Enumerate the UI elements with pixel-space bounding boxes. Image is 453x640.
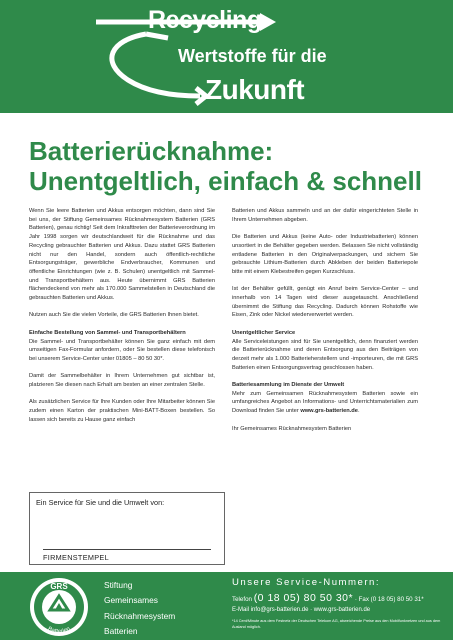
org-line: Gemeinsames — [104, 595, 158, 606]
paragraph: Batterien und Akkus sammeln und an der dafür eingerichteten Stelle in Ihrem Unternehmen abgeben. — [232, 208, 418, 223]
phone-number[interactable]: (0 18 05) 80 50 30* — [253, 592, 354, 604]
section-heading: Unentgeltlicher Service — [232, 329, 296, 336]
section — [232, 329, 418, 373]
section: Batteriesammlung im Dienste der Umwelt Mehr zum Gemeinsamen Rücknahmesystem Batterien sowie ein umfangreiches Angebot an Informations- und Unterrichtsmaterialien zum Download finden Sie unter www.grs-batterien.de. — [232, 382, 418, 415]
organization-name — [104, 578, 175, 639]
paragraph: Als zusätzlichen Service für Ihre Kunden oder Ihre Mitarbeiter können Sie zudem einen Karton der praktischen Mini-BATT-Boxen bestellen. So lassen sich bereits zu Hause ganz einfach — [29, 399, 215, 423]
section-heading: Einfache Bestellung von Sammel- und Transportbehältern — [29, 329, 186, 336]
company-stamp-box — [29, 492, 225, 565]
org-line: Batterien — [104, 625, 138, 636]
phone-line — [232, 592, 424, 604]
banner-line-3: Zukunft — [205, 74, 305, 105]
stamp-box-title: Ein Service für Sie und die Umwelt von: — [36, 498, 165, 507]
paragraph: Ist der Behälter gefüllt, genügt ein Anruf beim Service-Center – und innerhalb von 14 Tagen wird dieser ausgetauscht. Anschließend übernimmt die Stiftung das Recycling. Dadurch können Rohstoffe wie Eisen, Zink oder Nickel wiederverwertet werden. — [232, 286, 418, 319]
section-heading: Batteriesammlung im Dienste der Umwelt — [232, 382, 345, 388]
paragraph: Nutzen auch Sie die vielen Vorteile, die GRS Batterien Ihnen bietet. — [29, 312, 199, 319]
footnote: *14 Cent/Minute aus dem Festnetz der Deutschen Telekom AG, abweichende Preise aus den Mobilfunknetzen und aus dem Ausland möglich. — [232, 619, 441, 629]
paragraph: Mehr zum Gemeinsamen Rücknahmesystem Batterien sowie ein umfangreiches Angebot an Informations- und Unterrichtsmaterialien zum Download finden Sie unter — [232, 390, 418, 415]
paragraph: Die Batterien und Akkus (keine Auto- oder Industriebatterien) können unsortiert in die Behälter gegeben werden. Belassen Sie nicht vollständig entladene Batterien in den Originalverpackungen, und sichern Sie gebrauchte Lithium-Batterien durch Abkleben der beiden Batteriepole bitte mit einem Klebestreifen gegen Kurzschluss. — [232, 234, 418, 275]
paragraph: Damit der Sammelbehälter in Ihrem Unternehmen gut sichtbar ist, platzieren Sie diesen nach Erhalt am besten an einer zentralen Stelle. — [29, 373, 215, 389]
page-title — [29, 136, 429, 196]
grs-recycling-logo-icon — [28, 576, 90, 638]
phone-label: Telefon — [232, 596, 252, 603]
right-column — [232, 207, 418, 442]
email-website[interactable]: E-Mail info@grs-batterien.de · www.grs-batterien.de — [232, 607, 371, 613]
paragraph: Wenn Sie leere Batterien und Akkus entsorgen möchten, dann sind Sie bei uns, der Stiftung Gemeinsames Rücknahmesystem Batterien (GRS Batterien), genau richtig! Seit dem Inkrafttreten der Batterieverordnung im Jahr 1998 sorgen wir deutschlandweit für die Rücknahme und das Recycling gebrauchter Batterien und Akkus. Dazu stattet GRS Batterien nicht nur den Handel, sondern auch öffentlich-rechtliche Entsorgungsträger, gewerbliche Endverbraucher, Kommunen und öffentliche Einrichtungen (wie z. B. Schulen) unentgeltlich mit Sammel- und Transportbehältern aus. Heute übernimmt GRS Batterien flächendeckend von mehr als 170.000 Sammelstellen in Deutschland die gebrauchten Batterien und Akkus. — [29, 208, 215, 302]
logo-text: GRS — [50, 582, 68, 591]
banner-line-1: Recycling — [148, 6, 262, 34]
paragraph: Die Sammel- und Transportbehälter können Sie ganz einfach mit dem umseitigen Fax-Formular anfordern, oder Sie bestellen diese telefonisch bei unserem Service-Center unter 01805 – 80 50 30*. — [29, 338, 215, 362]
section — [29, 329, 215, 364]
signature-line: Ihr Gemeinsames Rücknahmesystem Batterien — [232, 425, 352, 432]
header-banner — [0, 0, 453, 113]
headline-line-2: Unentgeltlich, einfach & schnell — [29, 166, 422, 196]
stamp-line — [43, 549, 211, 550]
left-column — [29, 207, 215, 433]
service-title: Unsere Service-Nummern: — [232, 577, 381, 588]
org-line: Stiftung — [104, 580, 133, 590]
org-line: Rücknahmesystem — [104, 610, 176, 621]
headline-line-1: Batterierücknahme: — [29, 136, 274, 166]
paragraph: Alle Serviceleistungen sind für Sie unentgeltlich, denn finanziert werden die Batterierücknahme und deren Entsorgung aus den Beiträgen von derzeit mehr als 1.000 Batterieherstellern und -importeuren, die mit GRS Batterien einen Entsorgungsvertrag geschlossen haben. — [232, 338, 418, 371]
fax-number: · Fax (0 18 05) 80 50 31* — [354, 596, 424, 603]
banner-line-2: Wertstoffe für die — [178, 46, 327, 66]
website-link[interactable]: www.grs-batterien.de — [300, 408, 358, 415]
stamp-label: FIRMENSTEMPEL — [43, 553, 109, 562]
logo-ring-text: Batterien — [46, 626, 72, 636]
